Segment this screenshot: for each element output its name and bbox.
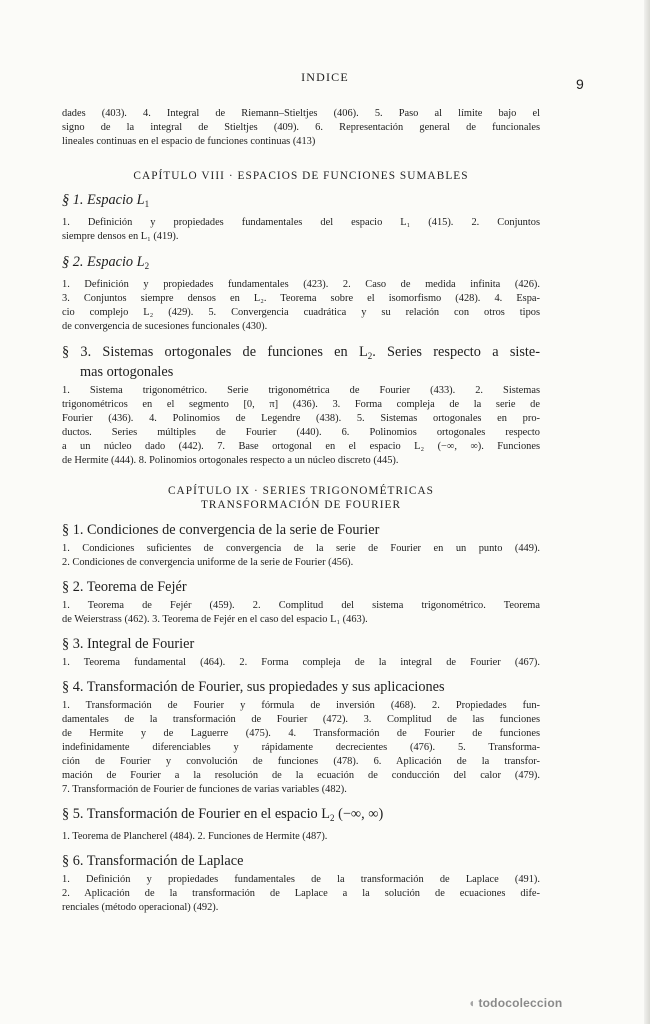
index-content bbox=[62, 107, 540, 915]
text-line: mación de Fourier a la resolución de la ecuación de conducción del calor (479). bbox=[62, 770, 540, 781]
chapter-8-title: CAPÍTULO VIII · ESPACIOS DE FUNCIONES SUMABLES bbox=[133, 170, 469, 182]
text-line: de Hermite (444). 8. Polinomios ortogonales respecto a un núcleo discreto (445). bbox=[62, 455, 399, 466]
text-line: ción de Fourier y convolución de funciones (478). 6. Aplicación de la transfor- bbox=[62, 756, 540, 767]
ch9-section-6-title: § 6. Transformación de Laplace bbox=[62, 853, 244, 869]
text-line: 1. Definición y propiedades fundamentales (423). 2. Caso de medida infinita (426). bbox=[62, 279, 540, 290]
text-line: 1. Teorema de Fejér (459). 2. Complitud del sistema trigonométrico. Teorema bbox=[62, 600, 540, 611]
page-number: 9 bbox=[576, 76, 584, 92]
text-line: de Weierstrass (462). 3. Teorema de Fejér en el caso del espacio L₁ (463). bbox=[62, 614, 368, 625]
text-line: de Hermite y de Laguerre (475). 4. Transformación de Fourier de funciones bbox=[62, 728, 540, 739]
text-line: dades (403). 4. Integral de Riemann–Stieltjes (406). 5. Paso al límite bajo el bbox=[62, 108, 540, 119]
ch9-section-1-title: § 1. Condiciones de convergencia de la serie de Fourier bbox=[62, 522, 380, 538]
text-line: 3. Conjuntos siempre densos en L₂. Teorema sobre el isomorfismo (428). 4. Espa- bbox=[62, 293, 540, 304]
brand-mark-icon: ◖ bbox=[468, 996, 476, 1010]
text-line: 1. Condiciones suficientes de convergencia de la serie de Fourier en un punto (449). bbox=[62, 543, 540, 554]
text-line: trigonométricos en el segmento [0, π] (436). 3. Forma compleja de la serie de bbox=[62, 399, 540, 410]
text-line: 1. Transformación de Fourier y fórmula de inversión (468). 2. Propiedades fun- bbox=[62, 700, 540, 711]
watermark-logo bbox=[468, 996, 562, 1010]
ch9-section-2-title: § 2. Teorema de Fejér bbox=[62, 579, 187, 595]
ch8-section-1-entries bbox=[62, 216, 540, 244]
text-line: signo de la integral de Stieltjes (409). 6. Representación general de funcionales bbox=[62, 122, 540, 133]
text-line: renciales (método operacional) (492). bbox=[62, 902, 219, 913]
running-header: INDICE bbox=[301, 70, 349, 84]
chapter-9-title: CAPÍTULO IX · SERIES TRIGONOMÉTRICAS TRANSFORMACIÓN DE FOURIER bbox=[167, 485, 435, 511]
intro-entries bbox=[62, 107, 540, 149]
text-line: indefinidamente diferenciables y rápidamente decrecientes (476). 5. Transforma- bbox=[62, 742, 540, 753]
ch9-section-4-entries bbox=[62, 699, 540, 797]
text-line: 1. Definición y propiedades fundamentales del espacio L₁ (415). 2. Conjuntos bbox=[62, 217, 540, 228]
text-line: 1. Definición y propiedades fundamentales de la transformación de Laplace (491). bbox=[62, 874, 540, 885]
ch8-section-2-entries bbox=[62, 278, 540, 334]
text-line: ductos. Series múltiples de Fourier (440). 6. Polinomios ortogonales respecto bbox=[62, 427, 540, 438]
text-line: 2. Condiciones de convergencia uniforme de la serie de Fourier (456). bbox=[62, 557, 354, 568]
text-line: siempre densos en L₁ (419). bbox=[62, 231, 179, 242]
text-line: cio complejo L₂ (429). 5. Convergencia cuadrática y su relación con otros tipos bbox=[62, 307, 540, 318]
text-line: Fourier (436). 4. Polinomios de Legendre (438). 5. Sistemas ortogonales en pro- bbox=[62, 413, 540, 424]
ch9-section-5-entries bbox=[62, 830, 540, 844]
ch9-section-5-title: § 5. Transformación de Fourier en el espacio $L_2$ (−∞, ∞) bbox=[62, 806, 384, 823]
ch9-section-3-entries bbox=[62, 656, 540, 670]
text-line: lineales continuas en el espacio de funciones continuas (413) bbox=[62, 136, 316, 147]
text-line: 1. Teorema fundamental (464). 2. Forma compleja de la integral de Fourier (467). bbox=[62, 657, 540, 668]
ch8-section-3-entries bbox=[62, 384, 540, 468]
text-line: de convergencia de sucesiones funcionales (430). bbox=[62, 321, 268, 332]
ch8-section-3-title: § 3. Sistemas ortogonales de funciones en $L_2$. Series respecto a siste- mas ortogonales bbox=[62, 344, 541, 380]
text-line: 2. Aplicación de la transformación de Laplace a la solución de ecuaciones dife- bbox=[62, 888, 540, 899]
text-line: 1. Teorema de Plancherel (484). 2. Funciones de Hermite (487). bbox=[62, 831, 328, 842]
text-line: 7. Transformación de Fourier de funciones de varias variables (482). bbox=[62, 784, 347, 795]
text-line: a un núcleo dado (442). 7. Base ortogonal en el espacio L₂ (−∞, ∞). Funciones bbox=[62, 441, 540, 452]
ch9-section-4-title: § 4. Transformación de Fourier, sus propiedades y sus aplicaciones bbox=[62, 679, 445, 695]
ch9-section-6-entries bbox=[62, 873, 540, 915]
ch8-section-1-title: § 1. Espacio $L_1$ bbox=[62, 192, 150, 209]
ch8-section-2-title: § 2. Espacio $L_2$ bbox=[62, 254, 150, 271]
text-line: damentales de la transformación de Fourier (472). 3. Complitud de las funciones bbox=[62, 714, 540, 725]
ch9-section-1-entries bbox=[62, 542, 540, 570]
watermark-text: todocoleccion bbox=[478, 996, 563, 1010]
text-line: 1. Sistema trigonométrico. Serie trigonométrica de Fourier (433). 2. Sistemas bbox=[62, 385, 540, 396]
ch9-section-3-title: § 3. Integral de Fourier bbox=[62, 636, 195, 652]
ch9-section-2-entries bbox=[62, 599, 540, 627]
